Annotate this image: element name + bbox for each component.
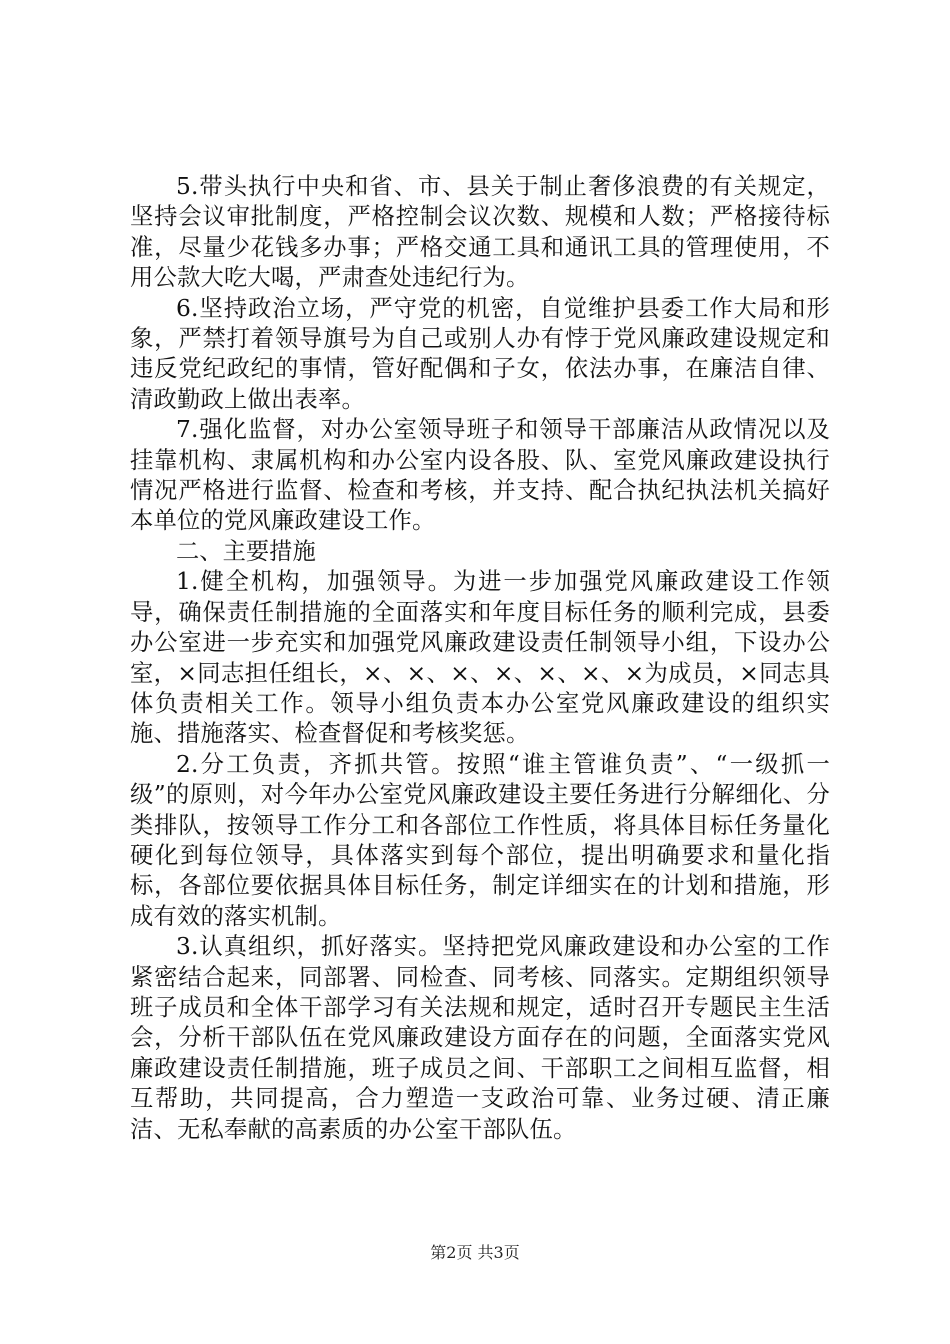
paragraph-6: 6.坚持政治立场，严守党的机密，自觉维护县委工作大局和形象，严禁打着领导旗号为自己或别人办有悖于党风廉政建设规定和违反党纪政纪的事情，管好配偶和子女，依法办事，在廉洁自律、清政勤政上做出表率。	[130, 294, 830, 413]
document-body	[130, 172, 830, 1145]
paragraph-7: 7.强化监督，对办公室领导班子和领导干部廉洁从政情况以及挂靠机构、隶属机构和办公室内设各股、队、室党风廉政建设执行情况严格进行监督、检查和考核，并支持、配合执纪执法机关搞好本单位的党风廉政建设工作。	[130, 416, 830, 535]
measure-2: 2.分工负责，齐抓共管。按照“谁主管谁负责”、“一级抓一级”的原则，对今年办公室党风廉政建设主要任务进行分解细化、分类排队，按领导工作分工和各部位工作性质，将具体目标任务量化硬化到每位领导，具体落实到每个部位，提出明确要求和量化指标，各部位要依据具体目标任务，制定详细实在的计划和措施，形成有效的落实机制。	[130, 750, 830, 930]
page-footer	[0, 1240, 950, 1263]
paragraph-5: 5.带头执行中央和省、市、县关于制止奢侈浪费的有关规定，坚持会议审批制度，严格控制会议次数、规模和人数；严格接待标准，尽量少花钱多办事；严格交通工具和通讯工具的管理使用，不用公款大吃大喝，严肃查处违纪行为。	[130, 173, 830, 292]
measure-1: 1.健全机构，加强领导。为进一步加强党风廉政建设工作领导，确保责任制措施的全面落实和年度目标任务的顺利完成，县委办公室进一步充实和加强党风廉政建设责任制领导小组，下设办公室，×同志担任组长，×、×、×、×、×、×、×为成员，×同志具体负责相关工作。领导小组负责本办公室党风廉政建设的组织实施、措施落实、检查督促和考核奖惩。	[130, 568, 830, 748]
section-heading: 二、主要措施	[176, 537, 316, 565]
measure-3: 3.认真组织，抓好落实。坚持把党风廉政建设和办公室的工作紧密结合起来，同部署、同检查、同考核、同落实。定期组织领导班子成员和全体干部学习有关法规和规定，适时召开专题民主生活会，分析干部队伍在党风廉政建设方面存在的问题，全面落实党风廉政建设责任制措施，班子成员之间、干部职工之间相互监督，相互帮助，共同提高，合力塑造一支政治可靠、业务过硬、清正廉洁、无私奉献的高素质的办公室干部队伍。	[130, 933, 830, 1143]
page-number: 第2页 共3页	[430, 1243, 520, 1262]
